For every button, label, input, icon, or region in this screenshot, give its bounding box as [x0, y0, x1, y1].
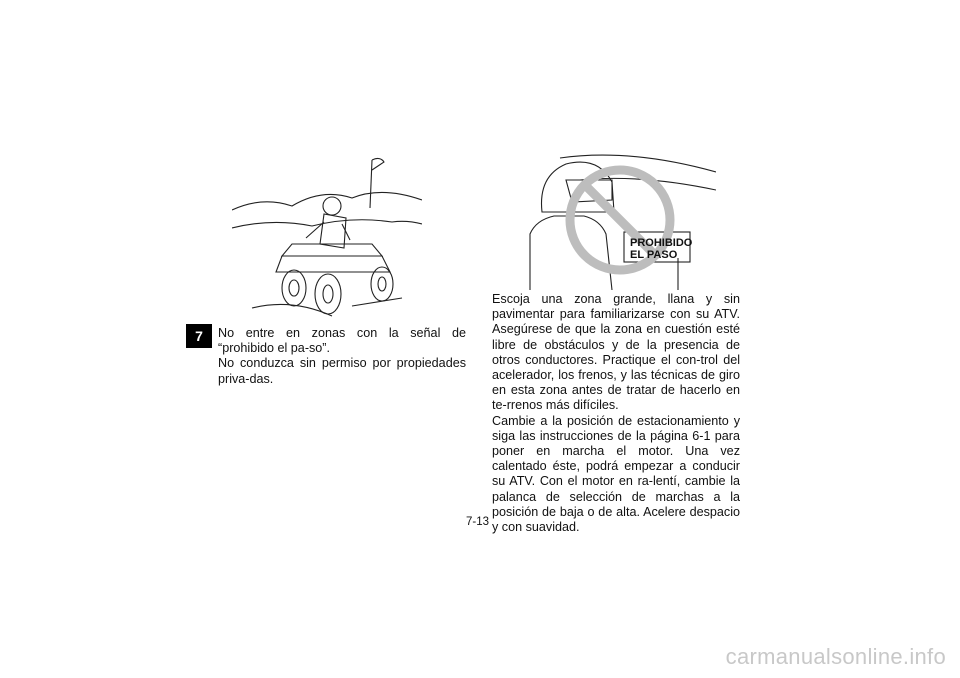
- right-paragraph: Cambie a la posición de estacionamiento y siga las instrucciones de la página 6-1 para poner en marcha el motor. Una vez calentado éste, podrá empezar a conducir su ATV. Con el motor en ra-lentí, cambie la palanca de selección de marchas a la posición de baja o de alta. Acelere despacio y con suavidad.: [492, 413, 740, 535]
- right-paragraph: Escoja una zona grande, llana y sin pavimentar para familiarizarse con su ATV. Asegúrese de que la zona en cuestión esté libre de obstáculos y de la presencia de otros conductores. Practique el con-trol del acelerador, los frenos, y las técnicas de giro en esta zona antes de tratar de hacerlo en te-rrenos más difíciles.: [492, 292, 740, 413]
- sign-line-1: PROHIBIDO: [630, 237, 693, 249]
- left-paragraph: No conduzca sin permiso por propiedades priva-das.: [218, 356, 466, 386]
- atv-rider-illustration: [232, 148, 422, 318]
- sign-line-2: EL PASO: [630, 249, 678, 261]
- watermark: carmanualsonline.info: [725, 644, 946, 669]
- prohibited-sign-illustration: [520, 150, 716, 290]
- right-column-text: [492, 292, 740, 535]
- chapter-tab: 7: [186, 324, 212, 348]
- page-number: 7-13: [466, 516, 490, 528]
- left-paragraph: No entre en zonas con la señal de “prohibido el pa-so”.: [218, 326, 466, 356]
- left-column-text: [218, 326, 466, 387]
